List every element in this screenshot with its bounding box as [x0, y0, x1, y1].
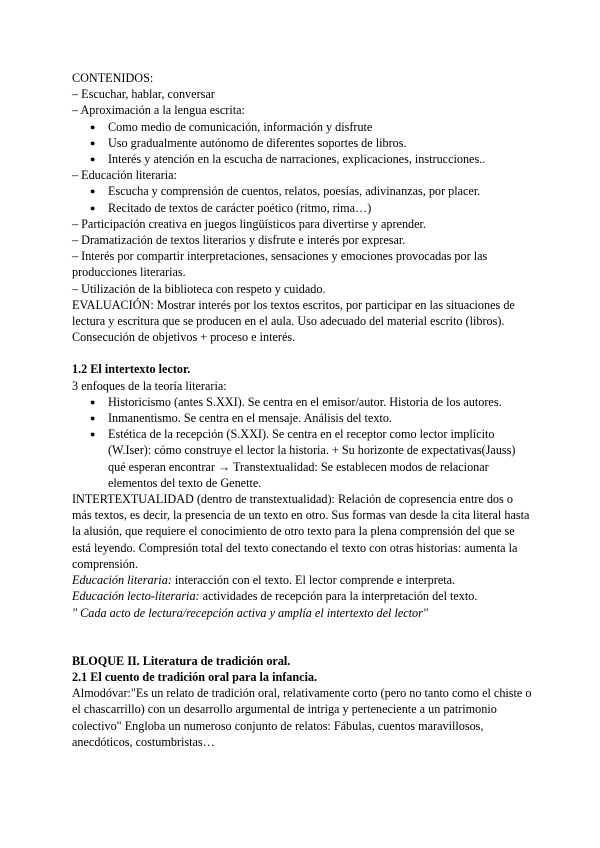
educacion-lecto-literaria-line [72, 588, 532, 604]
section-heading-cuento: 2.1 El cuento de tradición oral para la infancia. [72, 669, 318, 684]
list-item: ● Recitado de textos de carácter poético (ritmo, rima…) [90, 200, 372, 215]
bullet-icon: ● [90, 413, 96, 424]
educacion-literaria-line [72, 572, 532, 588]
list-item: ● Historicismo (antes S.XXI). Se centra en el emisor/autor. Historia de los autores. [90, 394, 502, 409]
content-line-biblioteca: – Utilización de la biblioteca con respeto y cuidado. [72, 281, 326, 296]
evaluacion-paragraph: EVALUACIÓN: Mostrar interés por los textos escritos, por participar en las situaciones de lectura y escritura que se producen en el aula. Uso adecuado del material escrito (libros). Consecución de objetivos + proceso e interés. [72, 297, 515, 345]
enfoques-list [72, 394, 532, 491]
bullet-icon: ● [90, 121, 96, 132]
bullet-icon: ● [90, 202, 96, 213]
bullet-icon: ● [90, 396, 96, 407]
list-item: ● Estética de la recepción (S.XXI). Se centra en el receptor como lector implícito (W.Iser): cómo construye el lector la historia. + Su horizonte de expectativas(Jauss) qué esperan encontrar → Transtextualidad: Se establecen modos de relacionar elementos del texto de Genette. [90, 427, 516, 490]
bullet-icon: ● [90, 429, 96, 440]
content-line-educacion-literaria: – Educación literaria: [72, 168, 177, 183]
aproximacion-list [72, 119, 532, 168]
list-item: ● Inmanentismo. Se centra en el mensaje. Análisis del texto. [90, 411, 392, 426]
content-line-participacion: – Participación creativa en juegos lingüísticos para divertirse y aprender. [72, 216, 426, 231]
content-line-aproximacion: – Aproximación a la lengua escrita: [72, 103, 245, 118]
list-item: ● Escucha y comprensión de cuentos, relatos, poesías, adivinanzas, por placer. [90, 184, 481, 199]
bullet-icon: ● [90, 137, 96, 148]
contenidos-label: CONTENIDOS: [72, 71, 154, 85]
definition-educacion-literaria: interacción con el texto. El lector comprende e interpreta. [171, 573, 456, 588]
bullet-icon: ● [90, 154, 96, 165]
content-line-dramatizacion: – Dramatización de textos literarios y disfrute e interés por expresar. [72, 233, 406, 248]
bullet-icon: ● [90, 186, 96, 197]
spacer [72, 345, 532, 361]
educacion-literaria-list [72, 183, 532, 215]
spacer [72, 621, 532, 653]
term-educacion-literaria: Educación literaria: [72, 573, 172, 588]
document-body [72, 70, 532, 750]
quote-line: " Cada acto de lectura/recepción activa y amplía el intertexto del lector" [72, 605, 429, 620]
intertextualidad-paragraph: INTERTEXTUALIDAD (dentro de transtextualidad): Relación de copresencia entre dos o más textos, es decir, la presencia de un texto en otro. Sus formas van desde la cita literal hasta la alusión, que requiere el conocimiento de otro texto para la plena comprensión del que se está leyendo. Compresión total del texto conectando el texto con otras historias: aumenta la comprensión. [72, 492, 530, 571]
section-heading-intertexto: 1.2 El intertexto lector. [72, 362, 191, 377]
almodovar-paragraph: Almodóvar:"Es un relato de tradición oral, relativamente corto (pero no tanto como el chiste o el chascarrillo) con un desarrollo argumental de intriga y perteneciente a un patrimonio colectivo" Engloba un numeroso conjunto de relatos: Fábulas, cuentos maravillosos, anecdóticos, costumbristas… [72, 686, 532, 749]
list-item: ● Uso gradualmente autónomo de diferentes soportes de libros. [90, 135, 407, 150]
content-line-interes: – Interés por compartir interpretaciones, sensaciones y emociones provocadas por las producciones literarias. [72, 249, 488, 280]
list-item: ● Como medio de comunicación, información y disfrute [90, 119, 373, 134]
term-educacion-lecto-literaria: Educación lecto-literaria: [72, 589, 200, 604]
definition-educacion-lecto-literaria: actividades de recepción para la interpretación del texto. [199, 589, 478, 604]
enfoques-intro: 3 enfoques de la teoría literaria: [72, 378, 227, 393]
bloque-heading: BLOQUE II. Literatura de tradición oral. [72, 653, 291, 668]
list-item: ● Interés y atención en la escucha de narraciones, explicaciones, instrucciones.. [90, 152, 486, 167]
content-line-escuchar: – Escuchar, hablar, conversar [72, 87, 215, 102]
